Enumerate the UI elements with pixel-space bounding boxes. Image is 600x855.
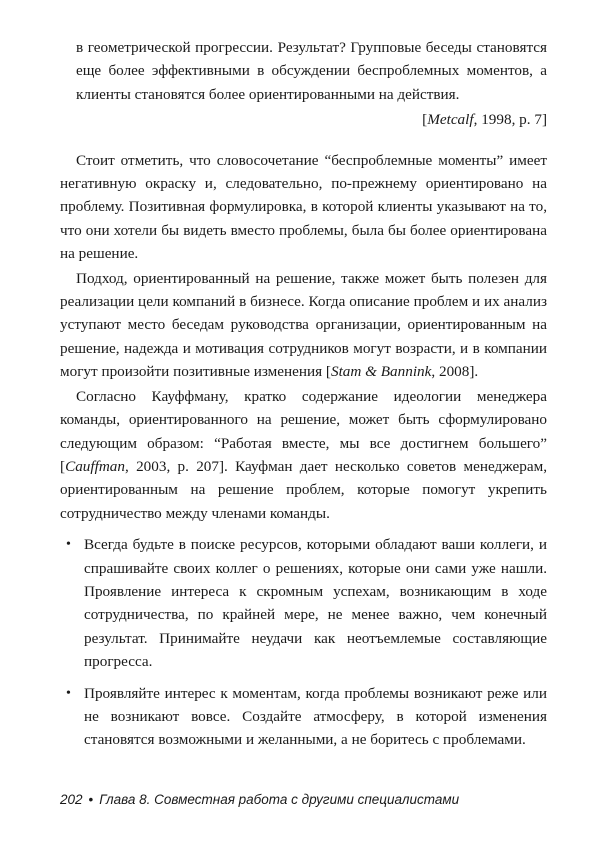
quote-text: в геометрической прогрессии. Результат? Групповые беседы становятся еще более эффективными в обсуждении беспроблемных моментов, а клиенты становятся более ориентированными на действия. — [76, 39, 547, 103]
bullet-icon: • — [66, 537, 71, 553]
quote-citation-author: Metcalf — [427, 111, 474, 129]
quote-citation: [Metcalf, 1998, p. 7] — [422, 111, 547, 129]
page-footer — [60, 792, 547, 807]
paragraph-3: Согласно Кауффману, кратко содержание идеологии менеджера команды, ориентированного на решение, может быть сформулировано следующим образом: “Работая вместе, мы все достигнем большего” [Cauffman, 2003, p. 207]. Кауфман дает несколько советов менеджерам, ориентированным на решение проблем, которые помогут укрепить сотрудничество между членами команды. — [60, 387, 547, 522]
citation-stam-bannink: Stam & Bannink — [330, 363, 432, 381]
footer-separator: • — [88, 792, 94, 807]
list-item-text: Всегда будьте в поиске ресурсов, которыми обладают ваши коллеги, и спрашивайте своих коллег о решениях, которые они сами уже нашли. Проявление интереса к скромным успехам, возникающим в ходе сотрудничества, по крайней мере, не менее важно, чем конечный результат. Принимайте неудачи как неотъемлемые составляющие прогресса. — [84, 536, 547, 671]
page-number: 202 — [60, 792, 83, 807]
citation-cauffman: Cauffman — [65, 457, 125, 475]
paragraph-1: Стоит отметить, что словосочетание “беспроблемные моменты” имеет негативную окраску и, следовательно, по-прежнему ориентировано на проблему. Позитивная формулировка, в которой клиенты указывают на то, что они хотели бы видеть вместо проблемы, была бы более ориентирована на решение. — [60, 151, 547, 263]
chapter-title: Глава 8. Совместная работа с другими специалистами — [99, 792, 460, 807]
paragraph-2: Подход, ориентированный на решение, также может быть полезен для реализации цели компаний в бизнесе. Когда описание проблем и их анализ уступают место беседам руководства организации, ориентированным на решение, надежда и мотивация сотрудников могут возрасти, и в компании могут произойти позитивные изменения [Stam & Bannink, 2008]. — [60, 269, 547, 381]
page-content — [60, 36, 547, 760]
advice-list — [60, 533, 547, 752]
list-item-text: Проявляйте интерес к моментам, когда проблемы возникают реже или не возникают вовсе. Создайте атмосферу, в которой изменения становятся возможными и желанными, а не боритесь с проблемами. — [84, 684, 547, 749]
list-item — [60, 533, 547, 673]
block-quote — [76, 36, 547, 132]
bullet-icon: • — [66, 685, 71, 701]
list-item — [60, 682, 547, 752]
